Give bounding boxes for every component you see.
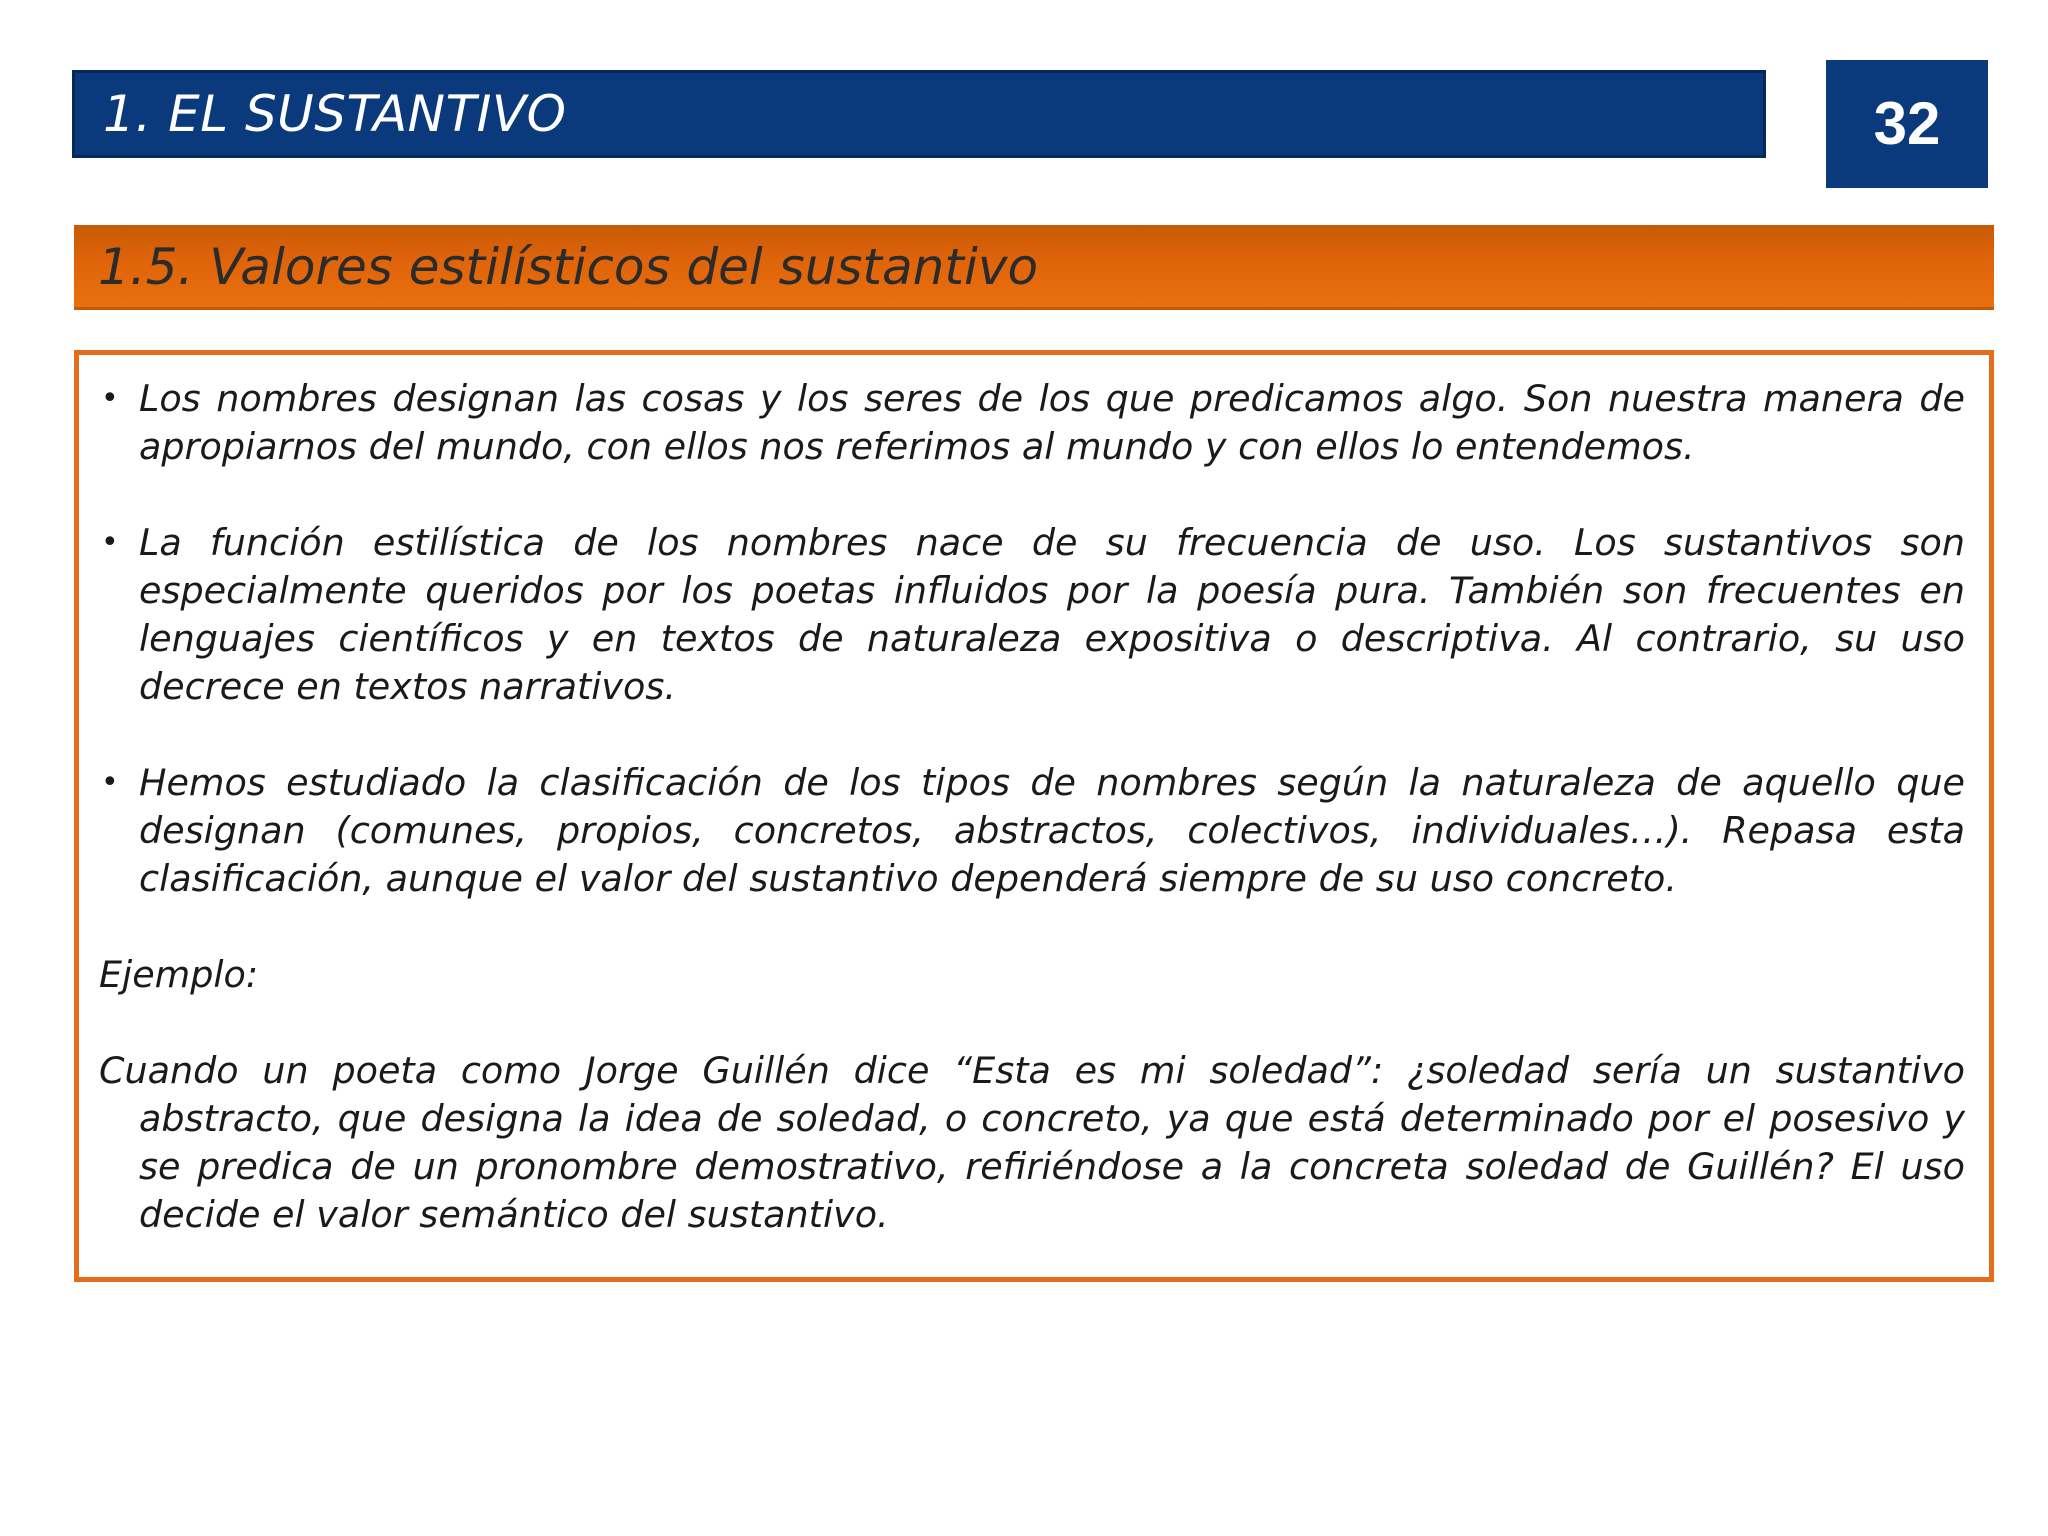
bullet-text: Hemos estudiado la clasificación de los tipos de nombres según la naturaleza de aquello que designan (comunes, propios, concretos, abstractos, colectivos, individuales…). Repasa esta clasificación, aunque el valor del sustantivo dependerá siempre de su uso concreto. (139, 761, 1965, 900)
bullet-text: Los nombres designan las cosas y los seres de los que predicamos algo. Son nuestra manera de apropiarnos del mundo, con ellos nos referimos al mundo y con ellos lo entendemos. (139, 377, 1965, 468)
bullet-text: La función estilística de los nombres nace de su frecuencia de uso. Los sustantivos son especialmente queridos por los poetas influidos por la poesía pura. También son frecuentes en lenguajes científicos y en textos de naturaleza expositiva o descriptiva. Al contrario, su uso decrece en textos narrativos. (139, 521, 1965, 708)
example-paragraph: Cuando un poeta como Jorge Guillén dice “Esta es mi soledad”: ¿soledad sería un sustantivo abstracto, que designa la idea de soledad, o concreto, ya que está determinado por el posesivo y se predica de un pronombre demostrativo, refiriéndose a la concreta soledad de Guillén? El uso decide el valor semántico del sustantivo. (99, 1049, 1965, 1236)
bullet-icon: • (101, 525, 119, 560)
section-title: 1. EL SUSTANTIVO (72, 70, 1766, 158)
bullet-item (99, 759, 1965, 903)
bullet-item (99, 519, 1965, 711)
bullet-item (99, 375, 1965, 471)
content-box (74, 350, 1994, 1282)
page-number: 32 (1826, 60, 1988, 188)
example-label: Ejemplo: (99, 953, 259, 996)
bullet-icon: • (101, 765, 119, 800)
bullet-icon: • (101, 381, 119, 416)
subsection-title: 1.5. Valores estilísticos del sustantivo (74, 225, 1994, 310)
